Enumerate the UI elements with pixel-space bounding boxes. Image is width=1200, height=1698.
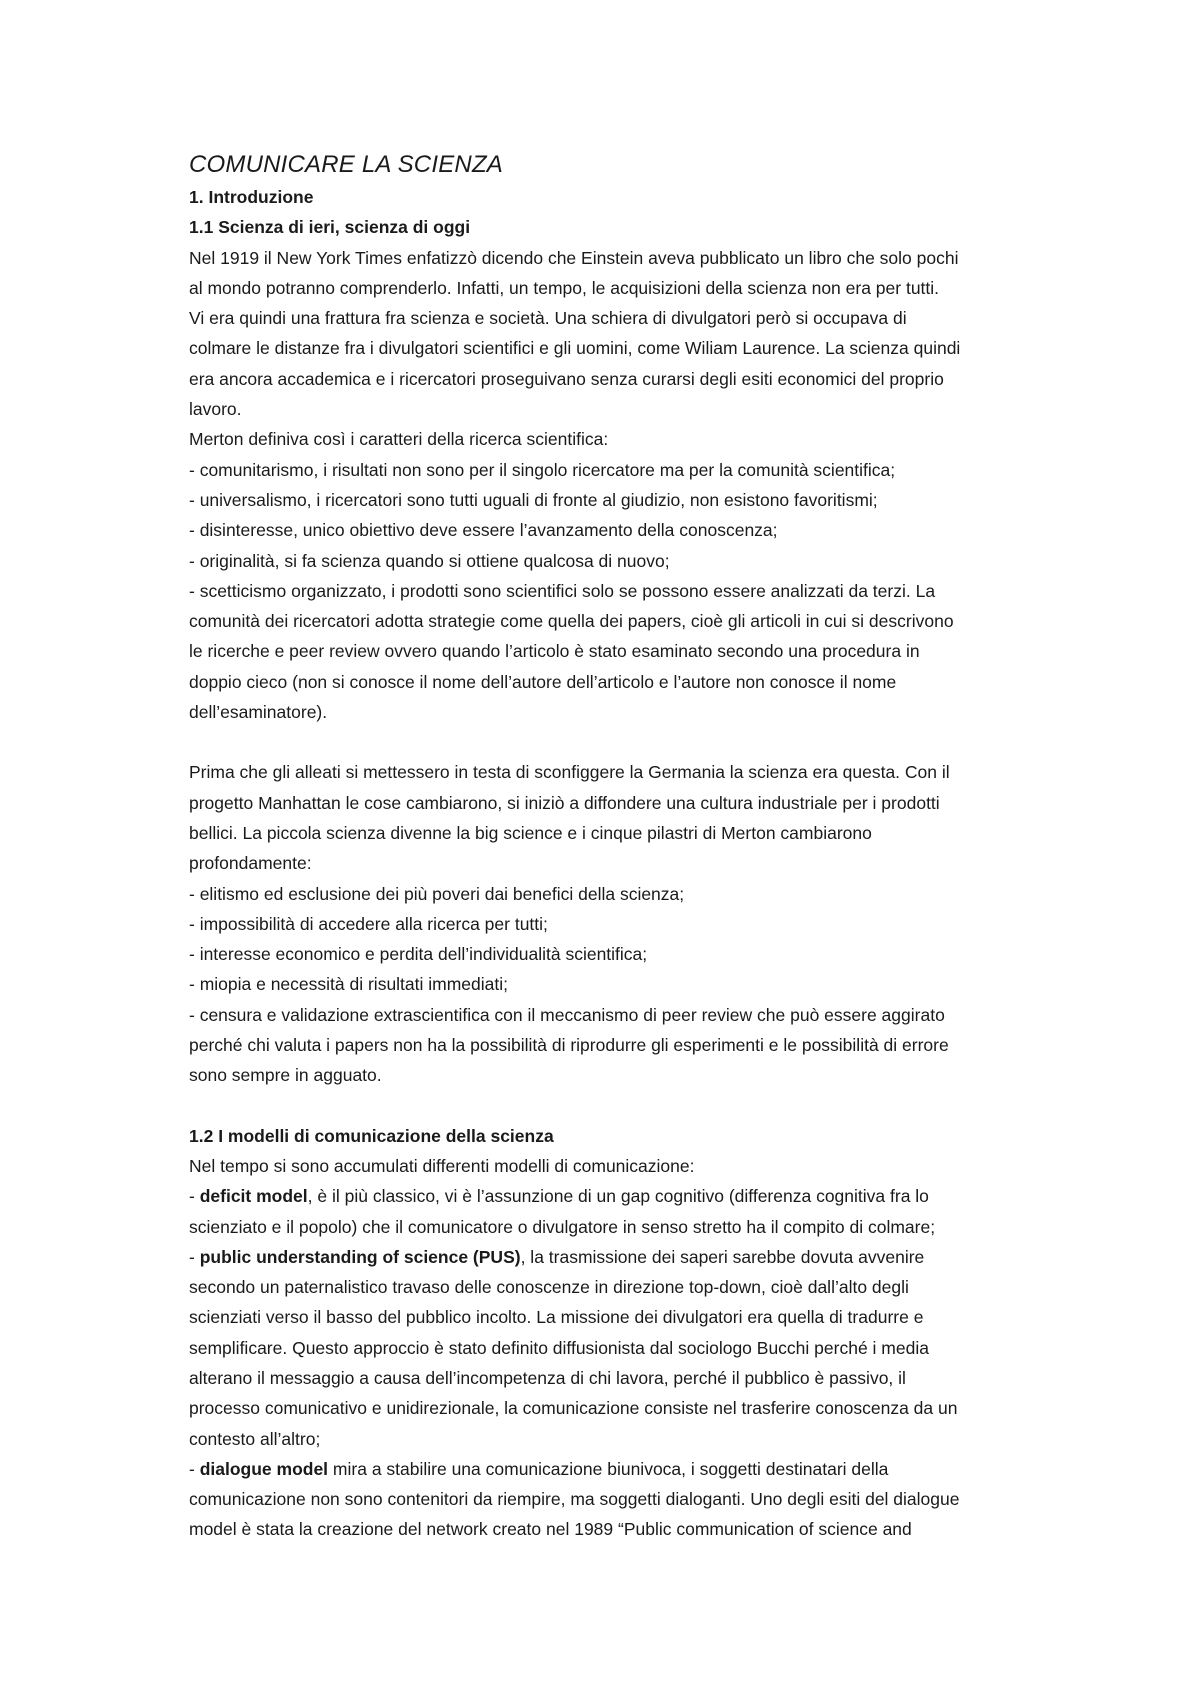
text-line: Nel tempo si sono accumulati differenti modelli di comunicazione: (189, 1155, 695, 1176)
text-line: Merton definiva così i caratteri della ricerca scientifica: (189, 429, 609, 450)
text-line (189, 1242, 1094, 1272)
text-line: scienziato e il popolo) che il comunicatore o divulgatore in senso stretto ha il compito di colmare; (189, 1216, 936, 1237)
list-item-deficit-model (189, 1181, 1094, 1242)
text-line (189, 1454, 1094, 1484)
text-line (189, 1181, 1094, 1211)
paragraph-einstein (189, 243, 1094, 425)
list-item: - censura e validazione extrascientifica con il meccanismo di peer review che può essere aggirato (189, 1004, 945, 1025)
text-line: progetto Manhattan le cose cambiarono, si iniziò a diffondere una cultura industriale per i prodotti (189, 792, 940, 813)
text-line: alterano il messaggio a causa dell’incompetenza di chi lavora, perché il pubblico è passivo, il (189, 1367, 906, 1388)
text-line: contesto all’altro; (189, 1428, 321, 1449)
text-line: sono sempre in agguato. (189, 1065, 382, 1086)
text-line: model è stata la creazione del network creato nel 1989 “Public communication of science and (189, 1519, 912, 1540)
list-bullet: - (189, 1458, 200, 1479)
paragraph-spacer (189, 727, 1094, 757)
text-line: colmare le distanze fra i divulgatori scientifici e gli uomini, come Wiliam Laurence. La scienza quindi (189, 338, 961, 359)
text-line: semplificare. Questo approccio è stato definito diffusionista dal sociologo Bucchi perché i media (189, 1337, 929, 1358)
list-item-pus (189, 1242, 1094, 1454)
list-item: - interesse economico e perdita dell’individualità scientifica; (189, 944, 648, 965)
document-body (189, 148, 1094, 1545)
text-line: lavoro. (189, 399, 242, 420)
list-bullet: - (189, 1186, 200, 1207)
list-item: - scetticismo organizzato, i prodotti sono scientifici solo se possono essere analizzati da terzi. La (189, 580, 936, 601)
text-line: le ricerche e peer review ovvero quando l’articolo è stato esaminato secondo una procedura in (189, 641, 920, 662)
paragraph-merton (189, 424, 1094, 727)
list-item: - originalità, si fa scienza quando si ottiene qualcosa di nuovo; (189, 550, 670, 571)
paragraph-manhattan (189, 757, 1094, 1090)
subsection-heading-modelli: 1.2 I modelli di comunicazione della scienza (189, 1125, 554, 1146)
paragraph-spacer (189, 1091, 1094, 1121)
term-deficit-model: deficit model (199, 1186, 308, 1207)
text-line: processo comunicativo e unidirezionale, la comunicazione consiste nel trasferire conoscenza da un (189, 1398, 958, 1419)
document-title: COMUNICARE LA SCIENZA (189, 151, 504, 178)
text-line: comunicazione non sono contenitori da riempire, ma soggetti dialoganti. Uno degli esiti del dialogue (189, 1489, 960, 1510)
text-line: dell’esaminatore). (189, 702, 328, 723)
text-line: Prima che gli alleati si mettessero in testa di sconfiggere la Germania la scienza era questa. Con il (189, 762, 950, 783)
text-line: scienziati verso il basso del pubblico incolto. La missione dei divulgatori era quella di tradurre e (189, 1307, 924, 1328)
term-dialogue-model: dialogue model (199, 1458, 329, 1479)
term-pus: public understanding of science (PUS) (199, 1246, 521, 1267)
list-item: - disinteresse, unico obiettivo deve essere l’avanzamento della conoscenza; (189, 520, 778, 541)
text-line: secondo un paternalistico travaso delle conoscenze in direzione top-down, cioè dall’alto degli (189, 1277, 909, 1298)
text-line: Nel 1919 il New York Times enfatizzò dicendo che Einstein aveva pubblicato un libro che solo pochi (189, 247, 959, 268)
text-line: al mondo potranno comprenderlo. Infatti, un tempo, le acquisizioni della scienza non era per tutti. (189, 277, 940, 298)
list-item: - comunitarismo, i risultati non sono per il singolo ricercatore ma per la comunità scientifica; (189, 459, 896, 480)
text-fragment: , la trasmissione dei saperi sarebbe dovuta avvenire (520, 1246, 925, 1267)
text-line: profondamente: (189, 853, 312, 874)
text-line: era ancora accademica e i ricercatori proseguivano senza curarsi degli esiti economici del proprio (189, 368, 944, 389)
list-item-dialogue-model (189, 1454, 1094, 1545)
list-item: - universalismo, i ricercatori sono tutti uguali di fronte al giudizio, non esistono favoritismi; (189, 489, 878, 510)
list-item: - impossibilità di accedere alla ricerca per tutti; (189, 913, 548, 934)
text-line: comunità dei ricercatori adotta strategie come quella dei papers, cioè gli articoli in cui si descrivono (189, 611, 954, 632)
text-line: doppio cieco (non si conosce il nome dell’autore dell’articolo e l’autore non conosce il nome (189, 671, 897, 692)
text-line: Vi era quindi una frattura fra scienza e società. Una schiera di divulgatori però si occupava di (189, 308, 907, 329)
list-item: - miopia e necessità di risultati immediati; (189, 974, 509, 995)
text-line: bellici. La piccola scienza divenne la big science e i cinque pilastri di Merton cambiarono (189, 822, 872, 843)
text-fragment: mira a stabilire una comunicazione biunivoca, i soggetti destinatari della (328, 1458, 889, 1479)
section-heading-introduzione: 1. Introduzione (189, 187, 314, 207)
subsection-heading-scienza: 1.1 Scienza di ieri, scienza di oggi (189, 217, 471, 238)
text-line: perché chi valuta i papers non ha la possibilità di riprodurre gli esperimenti e le possibilità di errore (189, 1035, 949, 1056)
list-item: - elitismo ed esclusione dei più poveri dai benefici della scienza; (189, 883, 685, 904)
list-bullet: - (189, 1246, 200, 1267)
text-fragment: , è il più classico, vi è l’assunzione di un gap cognitivo (differenza cognitiva fra lo (307, 1186, 929, 1207)
